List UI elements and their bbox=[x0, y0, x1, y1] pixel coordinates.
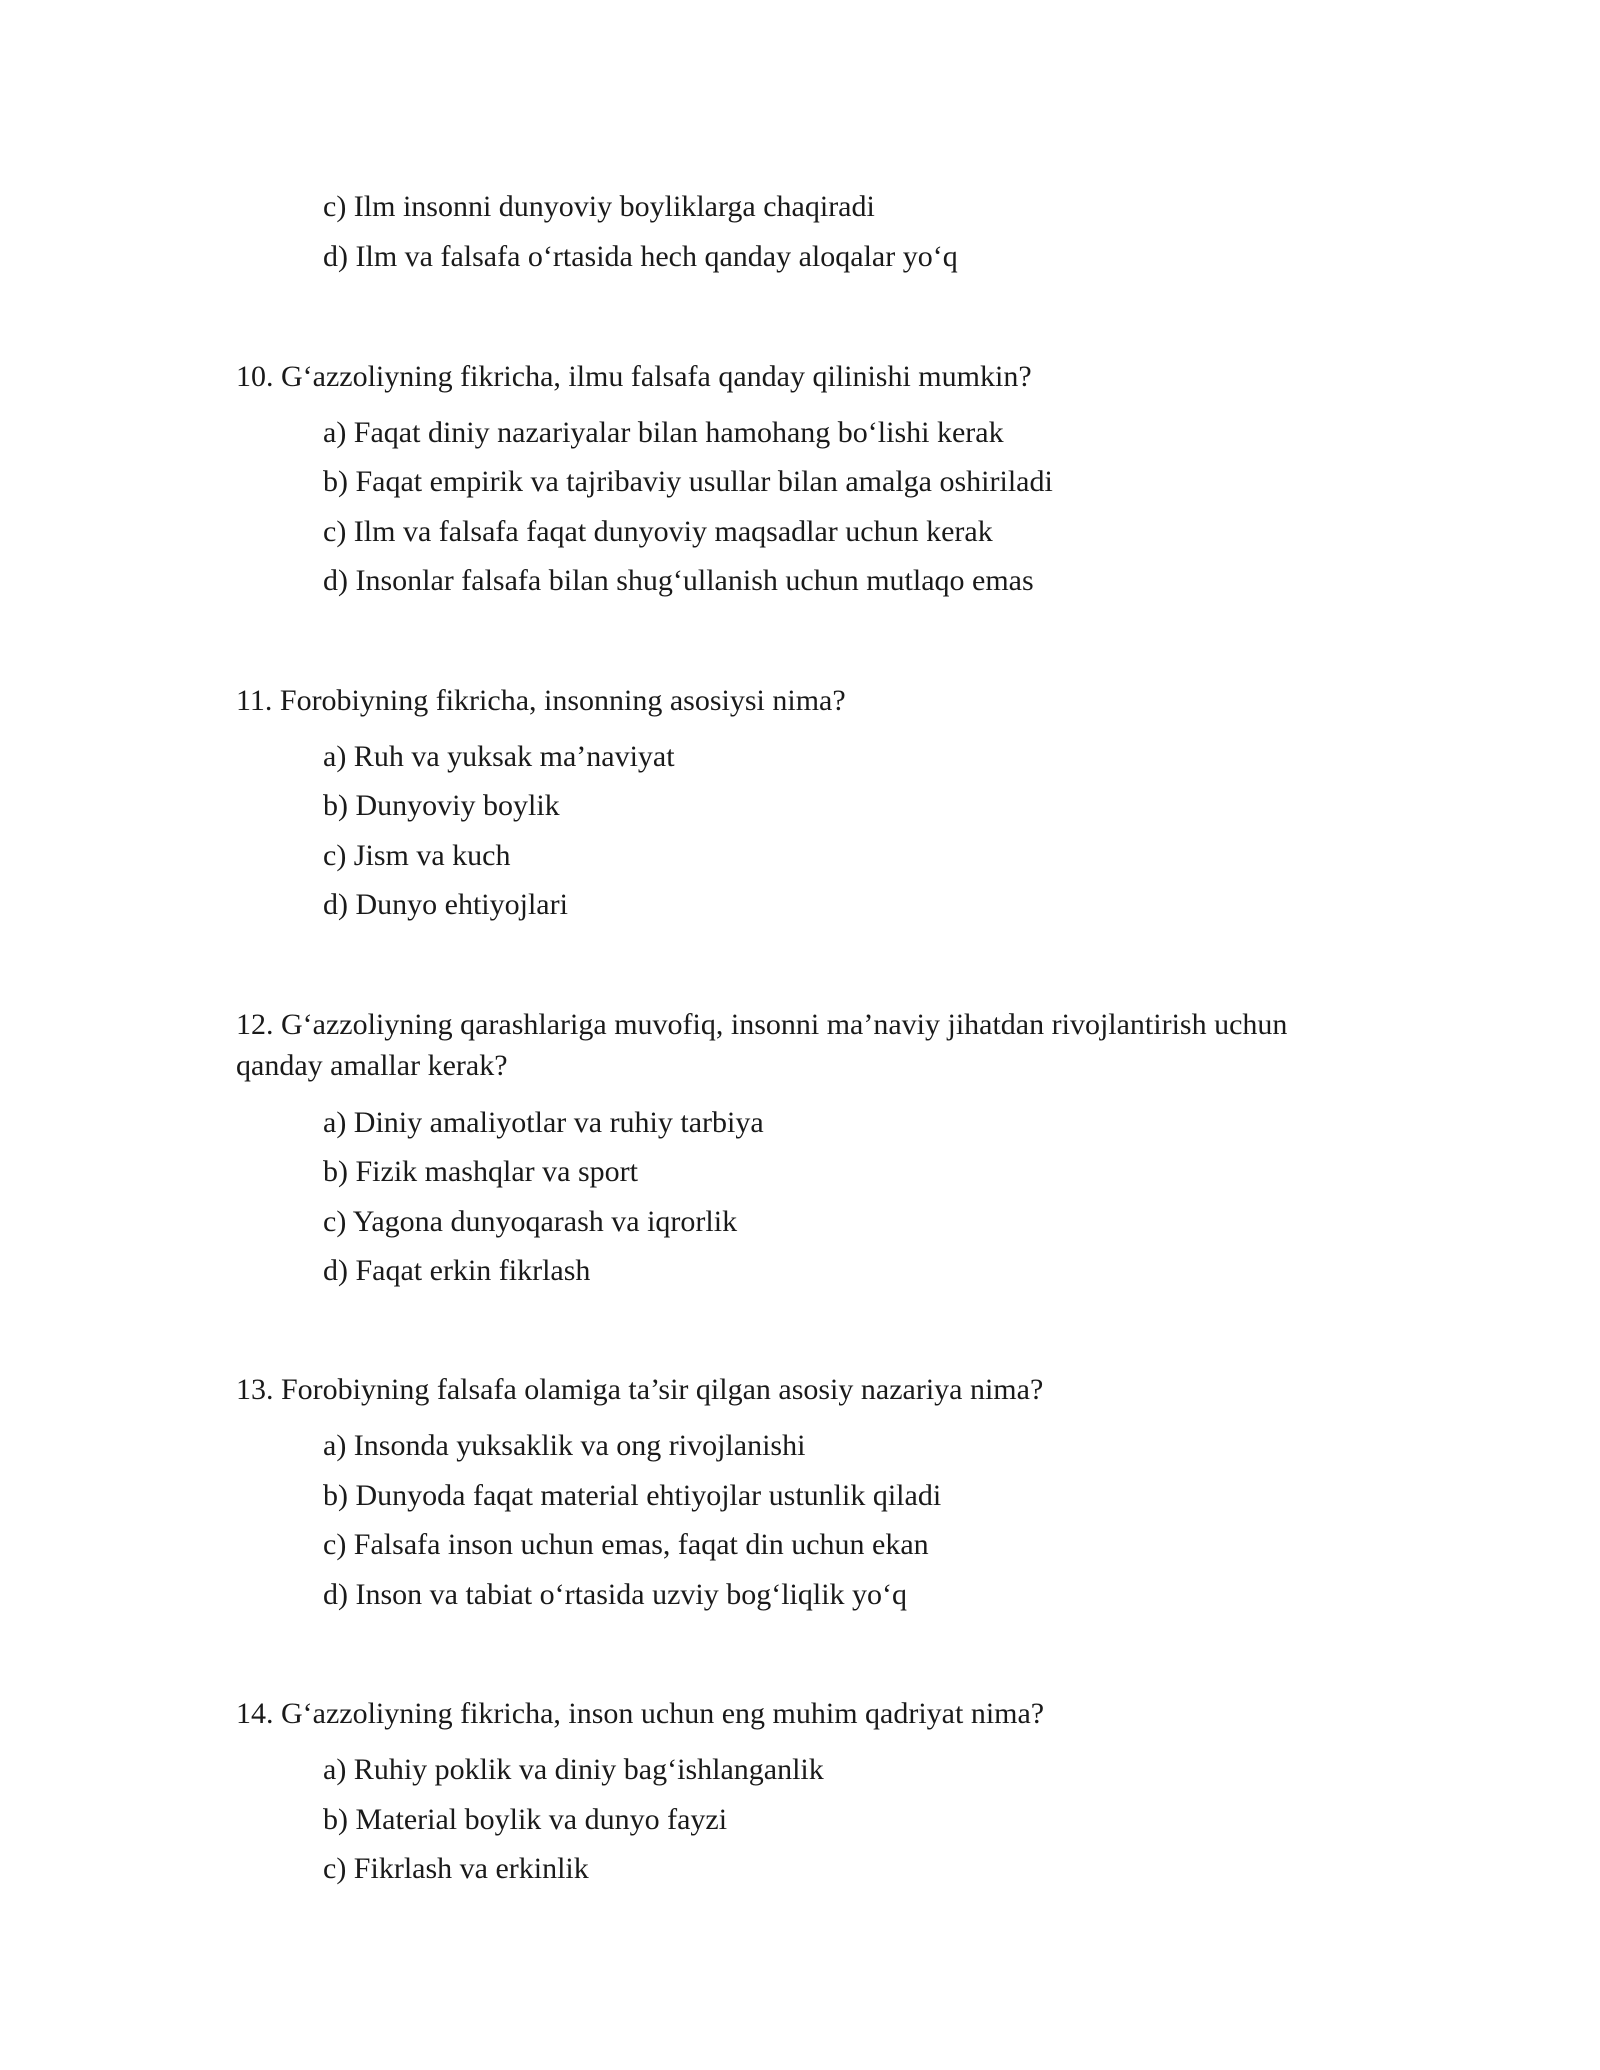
question-12-line-1: 12. G‘azzoliyning qarashlariga muvofiq, insonni ma’naviy jihatdan rivojlantirish uchun bbox=[236, 1008, 1288, 1041]
question-14: 14. G‘azzoliyning fikricha, inson uchun eng muhim qadriyat nima? bbox=[236, 1697, 1045, 1730]
question-10: 10. G‘azzoliyning fikricha, ilmu falsafa qanday qilinishi mumkin? bbox=[236, 360, 1032, 393]
option-10d: d) Insonlar falsafa bilan shug‘ullanish uchun mutlaqo emas bbox=[323, 564, 1034, 597]
option-12d: d) Faqat erkin fikrlash bbox=[323, 1254, 591, 1287]
option-12c: c) Yagona dunyoqarash va iqrorlik bbox=[323, 1205, 738, 1238]
option-11b: b) Dunyoviy boylik bbox=[323, 789, 560, 822]
question-11: 11. Forobiyning fikricha, insonning asosiysi nima? bbox=[236, 684, 846, 717]
option-13b: b) Dunyoda faqat material ehtiyojlar ustunlik qiladi bbox=[323, 1479, 942, 1512]
option-10c: c) Ilm va falsafa faqat dunyoviy maqsadlar uchun kerak bbox=[323, 515, 993, 548]
option-13a: a) Insonda yuksaklik va ong rivojlanishi bbox=[323, 1429, 806, 1462]
option-13d: d) Inson va tabiat o‘rtasida uzviy bog‘liqlik yo‘q bbox=[323, 1578, 908, 1611]
option-9c: c) Ilm insonni dunyoviy boyliklarga chaqiradi bbox=[323, 190, 875, 223]
option-11d: d) Dunyo ehtiyojlari bbox=[323, 888, 568, 921]
question-12-line-2: qanday amallar kerak? bbox=[236, 1049, 508, 1082]
option-11a: a) Ruh va yuksak ma’naviyat bbox=[323, 740, 675, 773]
option-11c: c) Jism va kuch bbox=[323, 839, 511, 872]
question-13: 13. Forobiyning falsafa olamiga ta’sir qilgan asosiy nazariya nima? bbox=[236, 1373, 1044, 1406]
option-12b: b) Fizik mashqlar va sport bbox=[323, 1155, 638, 1188]
option-9d: d) Ilm va falsafa o‘rtasida hech qanday aloqalar yo‘q bbox=[323, 240, 958, 273]
option-14b: b) Material boylik va dunyo fayzi bbox=[323, 1803, 728, 1836]
option-12a: a) Diniy amaliyotlar va ruhiy tarbiya bbox=[323, 1106, 764, 1139]
option-10b: b) Faqat empirik va tajribaviy usullar bilan amalga oshiriladi bbox=[323, 465, 1053, 498]
option-14c: c) Fikrlash va erkinlik bbox=[323, 1852, 589, 1885]
option-14a: a) Ruhiy poklik va diniy bag‘ishlanganlik bbox=[323, 1753, 824, 1786]
option-10a: a) Faqat diniy nazariyalar bilan hamohang bo‘lishi kerak bbox=[323, 416, 1004, 449]
option-13c: c) Falsafa inson uchun emas, faqat din uchun ekan bbox=[323, 1528, 929, 1561]
